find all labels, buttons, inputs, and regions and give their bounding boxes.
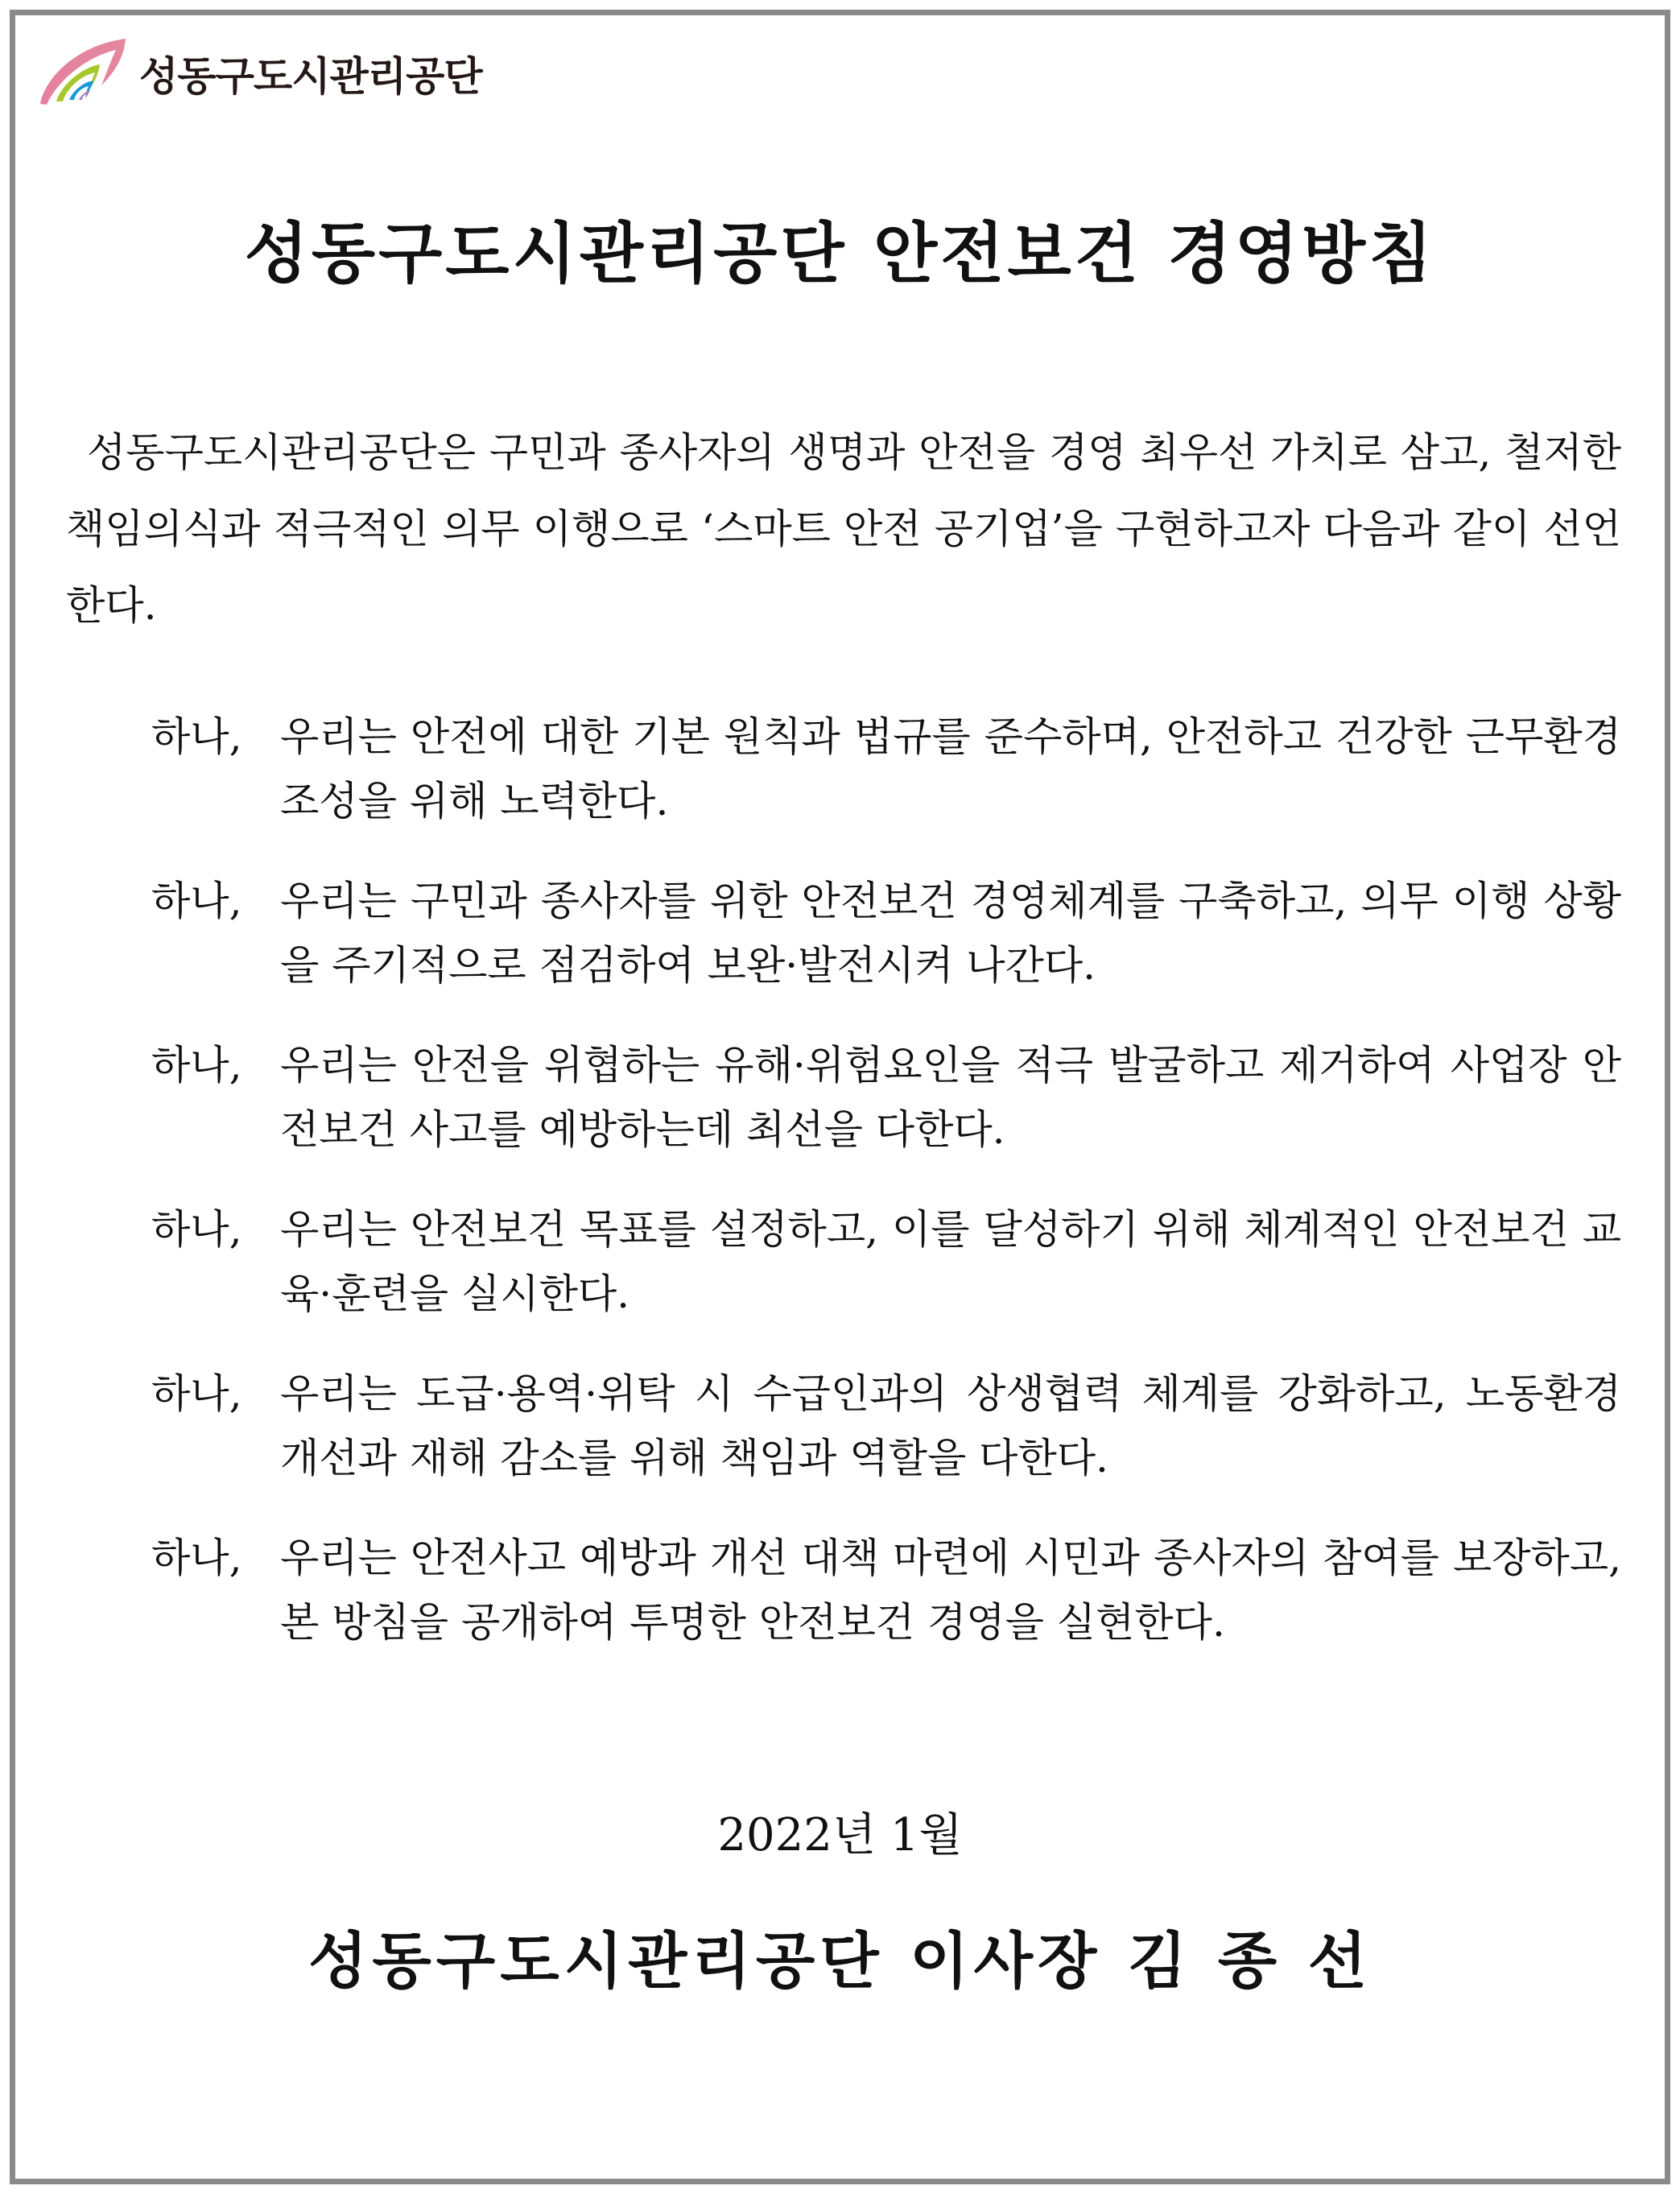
policy-item bbox=[151, 1033, 1621, 1162]
intro-paragraph: 성동구도시관리공단은 구민과 종사자의 생명과 안전을 경영 최우선 가치로 삼고, 철저한 책임의식과 적극적인 의무 이행으로 ‘스마트 안전 공기업’을 구현하고자 다음과 같이 선언한다. bbox=[66, 429, 1621, 629]
item-text: 우리는 안전에 대한 기본 원칙과 법규를 준수하며, 안전하고 건강한 근무환경 조성을 위해 노력한다. bbox=[280, 713, 1621, 824]
item-prefix: 하나, bbox=[151, 713, 242, 760]
item-text: 우리는 안전보건 목표를 설정하고, 이를 달성하기 위해 체계적인 안전보건 교육·훈련을 실시한다. bbox=[280, 1206, 1621, 1317]
rainbow-arc-logo-icon bbox=[37, 37, 130, 109]
policy-list bbox=[151, 704, 1621, 1690]
logo-text: 성동구도시관리공단 bbox=[139, 53, 482, 100]
policy-item bbox=[151, 1526, 1621, 1655]
policy-item bbox=[151, 1361, 1621, 1490]
organization-logo bbox=[37, 37, 482, 109]
item-text: 우리는 도급·용역·위탁 시 수급인과의 상생협력 체계를 강화하고, 노동환경 개선과 재해 감소를 위해 책임과 역할을 다한다. bbox=[280, 1370, 1621, 1481]
page-title: 성동구도시관리공단 안전보건 경영방침 bbox=[244, 215, 1436, 292]
item-text: 우리는 안전사고 예방과 개선 대책 마련에 시민과 종사자의 참여를 보장하고, 본 방침을 공개하여 투명한 안전보건 경영을 실현한다. bbox=[280, 1535, 1621, 1646]
item-prefix: 하나, bbox=[151, 1206, 242, 1253]
policy-item bbox=[151, 1197, 1621, 1326]
issue-date: 2022년 1월 bbox=[717, 1809, 963, 1861]
item-prefix: 하나, bbox=[151, 878, 242, 924]
item-text: 우리는 구민과 종사자를 위한 안전보건 경영체계를 구축하고, 의무 이행 상황을 주기적으로 점검하여 보완·발전시켜 나간다. bbox=[280, 878, 1621, 989]
signature-line: 성동구도시관리공단 이사장 김 종 선 bbox=[308, 1925, 1372, 1997]
policy-item bbox=[151, 869, 1621, 998]
item-text: 우리는 안전을 위협하는 유해·위험요인을 적극 발굴하고 제거하여 사업장 안전보건 사고를 예방하는데 최선을 다한다. bbox=[280, 1042, 1621, 1153]
policy-item bbox=[151, 704, 1621, 833]
item-prefix: 하나, bbox=[151, 1535, 242, 1581]
item-prefix: 하나, bbox=[151, 1042, 242, 1089]
item-prefix: 하나, bbox=[151, 1370, 242, 1417]
